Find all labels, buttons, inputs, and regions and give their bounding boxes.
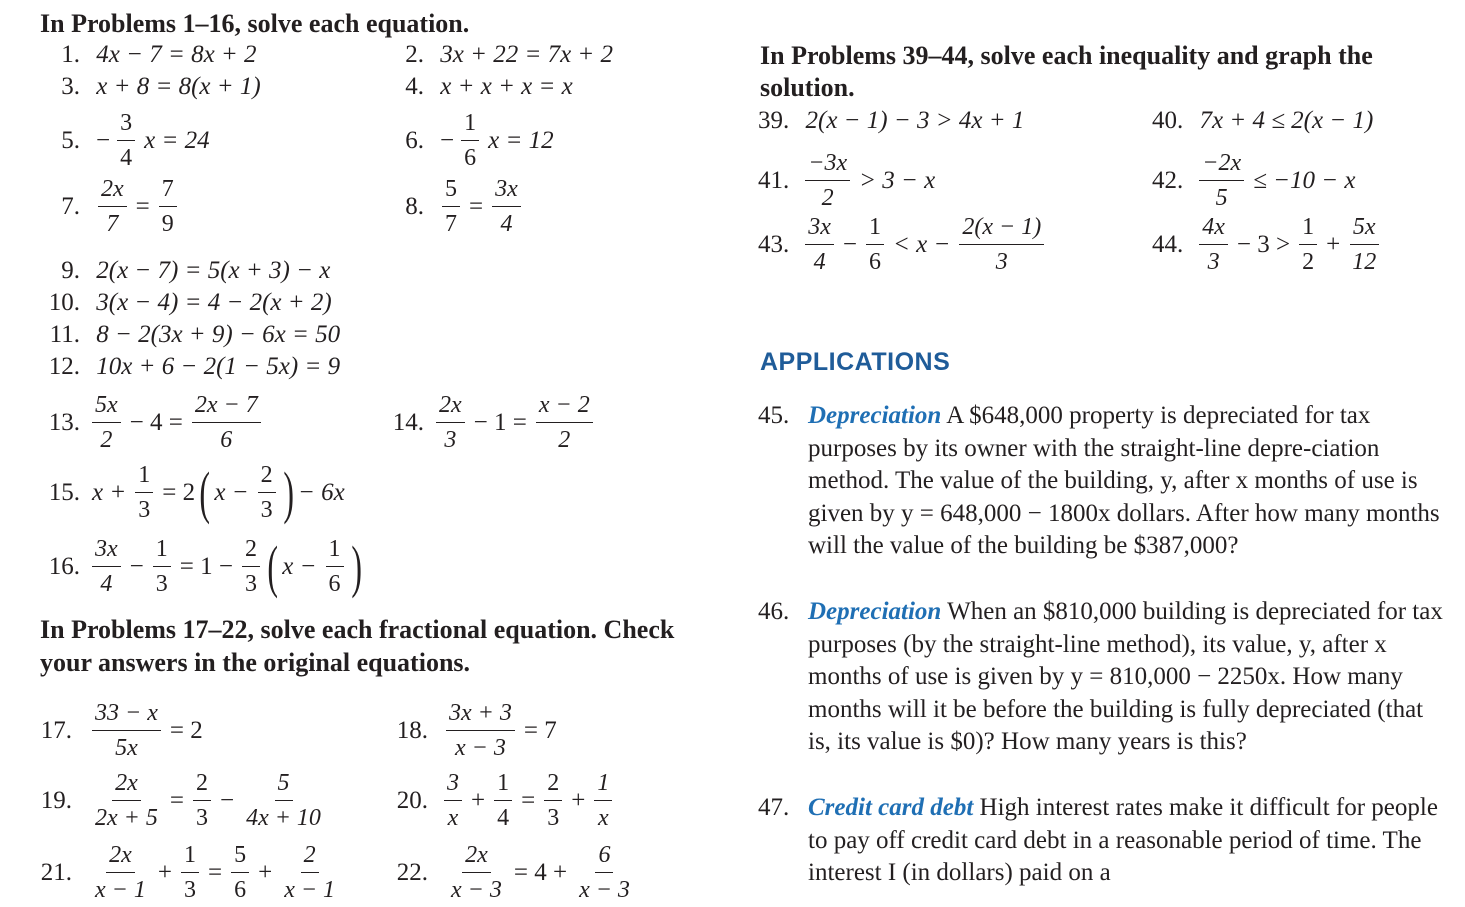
problem-43 [758, 210, 1047, 279]
problem-18 [394, 696, 557, 765]
fraction-left: $\frac{2x}{7}$ [98, 172, 127, 241]
problem-number: 45. [758, 402, 790, 429]
fraction: $\frac{-3x}{2}$ [805, 146, 850, 215]
problem-keyword: Depreciation [808, 598, 942, 625]
problem-inequality: 7x + 4 ≤ 2(x − 1) [1199, 107, 1374, 134]
problem-number: 18. [396, 716, 428, 744]
problem-number: 5. [61, 126, 80, 154]
equals-sign: = [135, 192, 150, 220]
problem-equation: x + x + x = x [440, 73, 573, 100]
problem-equation: 3(x − 4) = 4 − 2(x + 2) [96, 289, 332, 316]
problem-13 [40, 388, 264, 457]
inequality-rest: > 3 − x [859, 166, 936, 194]
fraction: $\frac{1}{3}$ [181, 838, 199, 907]
left-paren: ( [199, 459, 211, 525]
term: = 1 − [179, 552, 233, 580]
term: = [521, 786, 536, 814]
applications-heading: APPLICATIONS [760, 348, 951, 376]
problem-equation: 2(x − 7) = 5(x + 3) − x [96, 257, 331, 284]
fraction: $\frac{2(x - 1)}{3}$ [959, 210, 1044, 279]
term: − 6x [297, 478, 345, 506]
problem-equation: x + 8 = 8(x + 1) [96, 73, 261, 100]
problem-17 [40, 696, 203, 765]
problem-text [808, 596, 1448, 759]
term: − 3 > [1236, 230, 1291, 258]
fraction: $\frac{5x}{12}$ [1349, 210, 1379, 279]
term: x − [214, 478, 249, 506]
problem-equation: 10x + 6 − 2(1 − 5x) = 9 [96, 353, 341, 380]
problem-number: 7. [61, 192, 80, 220]
fraction: $\frac{3x + 3}{x - 3}$ [446, 696, 515, 765]
fraction-left: $\frac{5x}{2}$ [92, 388, 121, 457]
problem-number: 11. [49, 321, 80, 348]
problem-1 [50, 40, 257, 70]
problem-42 [1152, 146, 1355, 215]
term: − [219, 786, 235, 814]
fraction: $\frac{2}{3}$ [258, 458, 276, 527]
problem-number: 8. [405, 192, 424, 220]
fraction: $\frac{2}{3}$ [544, 766, 562, 835]
problem-number: 40. [1152, 107, 1184, 134]
left-paren: ( [267, 533, 278, 599]
problem-8 [394, 172, 524, 241]
problem-number: 20. [396, 786, 428, 814]
problem-body: When an $810,000 building is depreciated for tax purposes (by the straight-line method), its value, y, after x months of use is given by y = 810,000 − 2250x. How many months will it be before the building is fully depreciated (that is, its value is $0)? How many years is this? [808, 598, 1443, 755]
fraction: $\frac{5}{4x + 10}$ [243, 766, 324, 835]
problem-number: 41. [758, 166, 790, 194]
problem-number: 21. [40, 858, 72, 886]
problem-number: 15. [48, 478, 80, 506]
problem-number: 44. [1152, 230, 1184, 258]
right-column [758, 0, 1458, 894]
fraction: $\frac{3x}{4}$ [805, 210, 834, 279]
problem-number: 22. [396, 858, 428, 886]
fraction: $\frac{6}{x - 3}$ [576, 838, 633, 907]
fraction: $\frac{1}{3}$ [135, 458, 153, 527]
equation-rest: x = 12 [488, 126, 554, 154]
problem-22 [394, 838, 636, 907]
problem-text [808, 792, 1448, 890]
problem-number: 14. [392, 408, 424, 436]
problem-equation: 3x + 22 = 7x + 2 [440, 41, 614, 68]
section-heading-39-44-line2: solution. [760, 73, 855, 102]
problem-equation: 4x − 7 = 8x + 2 [96, 41, 257, 68]
term: + [258, 858, 273, 886]
problem-16 [40, 532, 360, 601]
problem-number: 42. [1152, 166, 1184, 194]
equals-sign: = [469, 192, 484, 220]
problem-41 [758, 146, 935, 215]
problem-14 [384, 388, 596, 457]
section-heading-17-22-line2: your answers in the original equations. [40, 648, 471, 677]
fraction: $\frac{2}{3}$ [242, 532, 260, 601]
problem-15 [40, 458, 345, 527]
term: + [157, 858, 172, 886]
term: = [169, 786, 184, 814]
fraction: $\frac{1}{4}$ [494, 766, 512, 835]
fraction: $\frac{1}{6}$ [866, 210, 884, 279]
problem-9 [46, 256, 330, 286]
fraction: $\frac{1}{3}$ [153, 532, 171, 601]
fraction: $\frac{5}{6}$ [231, 838, 249, 907]
fraction-left: $\frac{2x}{3}$ [436, 388, 465, 457]
fraction: $\frac{1}{6}$ [326, 532, 344, 601]
problem-inequality: 2(x − 1) − 3 > 4x + 1 [805, 107, 1025, 134]
minus-sign: − [96, 126, 111, 154]
problem-keyword: Depreciation [808, 402, 942, 429]
fraction: $\frac{33 - x}{5x}$ [92, 696, 161, 765]
term: − [842, 230, 858, 258]
term: = 4 + [513, 858, 568, 886]
fraction: $\frac{4x}{3}$ [1199, 210, 1228, 279]
fraction-right: $\frac{7}{9}$ [159, 172, 177, 241]
problem-44 [1152, 210, 1382, 279]
problem-text [808, 400, 1448, 563]
problem-45 [758, 400, 1448, 563]
equation-rest: = 7 [523, 716, 557, 744]
right-paren: ) [282, 459, 294, 525]
problem-number: 46. [758, 598, 790, 625]
fraction: $\frac{1}{6}$ [461, 106, 479, 175]
fraction: $\frac{2x}{x - 3}$ [448, 838, 505, 907]
fraction: $\frac{1}{2}$ [1299, 210, 1317, 279]
problem-40 [1152, 106, 1373, 136]
problem-3 [50, 72, 261, 102]
problem-12 [40, 352, 340, 382]
problem-7 [50, 172, 180, 241]
problem-5 [50, 106, 210, 175]
problem-number: 4. [405, 73, 424, 100]
problem-20 [394, 766, 615, 835]
problem-keyword: Credit card debt [808, 794, 974, 821]
problem-number: 17. [40, 716, 72, 744]
left-column [0, 0, 720, 903]
problem-number: 16. [48, 552, 80, 580]
fraction-right: $\frac{x - 2}{2}$ [536, 388, 593, 457]
problem-body: High interest rates make it difficult for people to pay off credit card debt in a reasonable period of time. The interest I (in dollars) paid on a [808, 794, 1438, 886]
term: + [571, 786, 586, 814]
equation-middle: − 1 = [473, 408, 527, 436]
problem-equation: 8 − 2(3x + 9) − 6x = 50 [96, 321, 341, 348]
fraction-right: $\frac{3x}{4}$ [492, 172, 521, 241]
term: = [207, 858, 223, 886]
fraction: $\frac{3}{x}$ [444, 766, 462, 835]
problem-number: 39. [758, 107, 790, 134]
problem-number: 9. [61, 257, 80, 284]
section-heading-1-16: In Problems 1–16, solve each equation. [40, 9, 470, 38]
term: < x − [893, 230, 951, 258]
fraction: $\frac{2x}{x - 1}$ [92, 838, 149, 907]
fraction: $\frac{3}{4}$ [117, 106, 135, 175]
term: + [1326, 230, 1341, 258]
equation-rest: x = 24 [144, 126, 210, 154]
fraction: $\frac{2}{x - 1}$ [281, 838, 338, 907]
problem-number: 2. [405, 41, 424, 68]
problem-number: 47. [758, 794, 790, 821]
right-paren: ) [350, 533, 362, 599]
equation-rest: = 2 [169, 716, 203, 744]
problem-46 [758, 596, 1448, 759]
term: x − [282, 552, 317, 580]
term: − [129, 552, 144, 580]
minus-sign: − [440, 126, 455, 154]
fraction: $\frac{-2x}{5}$ [1199, 146, 1244, 215]
fraction: $\frac{2x}{2x + 5}$ [92, 766, 161, 835]
problem-number: 6. [405, 126, 424, 154]
problem-number: 12. [48, 353, 80, 380]
problem-19 [40, 766, 327, 835]
term: x + [92, 478, 127, 506]
fraction-right: $\frac{2x - 7}{6}$ [192, 388, 261, 457]
problem-11 [40, 320, 340, 350]
problem-number: 1. [61, 41, 80, 68]
problem-2 [394, 40, 613, 70]
fraction: $\frac{3x}{4}$ [92, 532, 121, 601]
problem-10 [40, 288, 332, 318]
fraction: $\frac{1}{x}$ [594, 766, 612, 835]
problem-47 [758, 792, 1448, 890]
problem-body: A $648,000 property is depreciated for tax purposes by its owner with the straight-line depre-ciation method. The value of the building, y, after x months of use is given by y = 648,000 − 1800x dollars. After how many months will the value of the building be $387,000? [808, 402, 1440, 559]
term: + [471, 786, 486, 814]
section-heading-39-44-line1: In Problems 39–44, solve each inequality and graph the [760, 41, 1373, 70]
fraction-left: $\frac{5}{7}$ [442, 172, 460, 241]
problem-number: 10. [48, 289, 80, 316]
problem-39 [758, 106, 1024, 136]
problem-number: 3. [61, 73, 80, 100]
problem-21 [40, 838, 341, 907]
problem-number: 43. [758, 230, 790, 258]
problem-number: 19. [40, 786, 72, 814]
problem-number: 13. [48, 408, 80, 436]
inequality-rest: ≤ −10 − x [1253, 166, 1356, 194]
term: = 2 [162, 478, 196, 506]
equation-middle: − 4 = [129, 408, 183, 436]
section-heading-17-22-line1: In Problems 17–22, solve each fractional equation. Check [40, 615, 675, 644]
problem-4 [394, 72, 573, 102]
problem-6 [394, 106, 554, 175]
fraction: $\frac{2}{3}$ [193, 766, 211, 835]
